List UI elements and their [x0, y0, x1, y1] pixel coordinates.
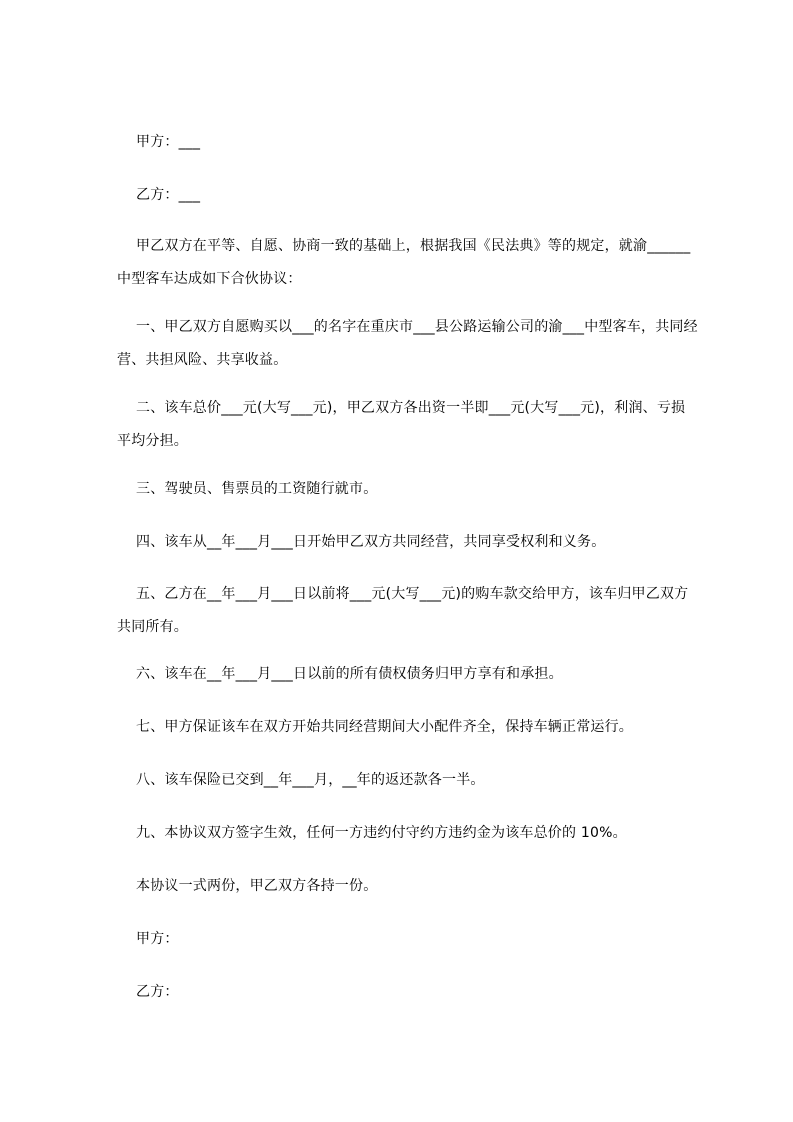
clause-5-text: 五、乙方在__年___月___日以前将___元(大写___元)的购车款交给甲方，该车归甲乙双方共同所有。: [117, 586, 689, 635]
clause-6: 六、该车在__年___月___日以前的所有债权债务归甲方享有和承担。: [136, 666, 563, 682]
clause-9: 九、本协议双方签字生效，任何一方违约付守约方违约金为该车总价的 10%。: [136, 825, 627, 841]
signature-party-b: 乙方：: [136, 984, 179, 1000]
clause-2-text: 二、该车总价___元(大写___元)，甲乙双方各出资一半即___元(大写___元)，利润、亏损平均分担。: [117, 400, 686, 449]
clause-1: [117, 311, 699, 377]
clause-1-text: 一、甲乙双方自愿购买以___的名字在重庆市___县公路运输公司的渝___中型客车，共同经营、共担风险、共享收益。: [117, 319, 698, 368]
copies-note: 本协议一式两份，甲乙双方各持一份。: [136, 878, 378, 894]
party-a-header: 甲方：___: [136, 134, 201, 150]
party-b-header: 乙方：___: [136, 187, 201, 203]
clause-8: 八、该车保险已交到__年___月，__年的返还款各一半。: [136, 772, 485, 788]
clause-4: 四、该车从__年___月___日开始甲乙双方共同经营，共同享受权利和义务。: [136, 534, 606, 550]
intro-paragraph: [117, 230, 699, 296]
clause-3: 三、驾驶员、售票员的工资随行就市。: [136, 481, 378, 497]
clause-7: 七、甲方保证该车在双方开始共同经营期间大小配件齐全，保持车辆正常运行。: [136, 719, 633, 735]
clause-5: [117, 578, 699, 644]
intro-text: 甲乙双方在平等、自愿、协商一致的基础上，根据我国《民法典》等的规定，就渝______中型客车达成如下合伙协议：: [117, 238, 691, 287]
clause-2: [117, 392, 699, 458]
signature-party-a: 甲方：: [136, 931, 179, 947]
